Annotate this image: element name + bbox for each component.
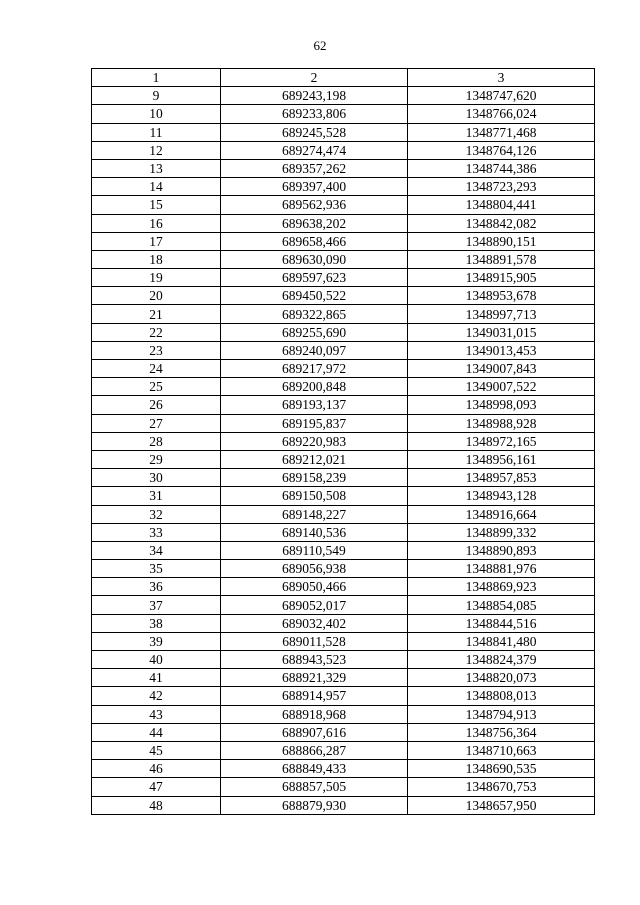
point-number-cell: 10 [92,105,221,123]
table-row [92,159,595,177]
point-number-cell: 31 [92,487,221,505]
table-row [92,269,595,287]
coordinates-table [91,68,595,815]
x-coordinate-cell: 688866,287 [221,741,408,759]
table-row [92,87,595,105]
x-coordinate-cell: 688918,968 [221,705,408,723]
x-coordinate-cell: 689562,936 [221,196,408,214]
point-number-cell: 15 [92,196,221,214]
table-row [92,523,595,541]
x-coordinate-cell: 689032,402 [221,614,408,632]
point-number-cell: 40 [92,651,221,669]
point-number-cell: 18 [92,250,221,268]
y-coordinate-cell: 1349007,522 [408,378,595,396]
y-coordinate-cell: 1348998,093 [408,396,595,414]
table-row [92,141,595,159]
x-coordinate-cell: 689158,239 [221,469,408,487]
point-number-cell: 43 [92,705,221,723]
point-number-cell: 17 [92,232,221,250]
y-coordinate-cell: 1348953,678 [408,287,595,305]
x-coordinate-cell: 689322,865 [221,305,408,323]
y-coordinate-cell: 1348890,151 [408,232,595,250]
table-row [92,450,595,468]
y-coordinate-cell: 1348891,578 [408,250,595,268]
x-coordinate-cell: 689150,508 [221,487,408,505]
page-number: 62 [313,38,327,53]
x-coordinate-cell: 689638,202 [221,214,408,232]
point-number-cell: 29 [92,450,221,468]
table-row [92,123,595,141]
table-row [92,360,595,378]
table-row [92,723,595,741]
table-row [92,614,595,632]
table-row [92,760,595,778]
point-number-cell: 42 [92,687,221,705]
point-number-cell: 41 [92,669,221,687]
header-cell-3: 3 [408,69,595,87]
x-coordinate-cell: 688943,523 [221,651,408,669]
y-coordinate-cell: 1348899,332 [408,523,595,541]
table-row [92,560,595,578]
x-coordinate-cell: 689274,474 [221,141,408,159]
x-coordinate-cell: 688879,930 [221,796,408,814]
y-coordinate-cell: 1348690,535 [408,760,595,778]
table-row [92,378,595,396]
table-row [92,578,595,596]
point-number-cell: 20 [92,287,221,305]
table-row [92,505,595,523]
table-row [92,323,595,341]
y-coordinate-cell: 1348808,013 [408,687,595,705]
y-coordinate-cell: 1348804,441 [408,196,595,214]
y-coordinate-cell: 1348841,480 [408,632,595,650]
point-number-cell: 39 [92,632,221,650]
y-coordinate-cell: 1348997,713 [408,305,595,323]
x-coordinate-cell: 689050,466 [221,578,408,596]
header-row [92,69,595,87]
y-coordinate-cell: 1348988,928 [408,414,595,432]
y-coordinate-cell: 1348854,085 [408,596,595,614]
point-number-cell: 19 [92,269,221,287]
x-coordinate-cell: 689148,227 [221,505,408,523]
point-number-cell: 11 [92,123,221,141]
x-coordinate-cell: 689233,806 [221,105,408,123]
y-coordinate-cell: 1348747,620 [408,87,595,105]
y-coordinate-cell: 1348744,386 [408,159,595,177]
point-number-cell: 24 [92,360,221,378]
point-number-cell: 16 [92,214,221,232]
point-number-cell: 23 [92,341,221,359]
x-coordinate-cell: 689195,837 [221,414,408,432]
table-row [92,632,595,650]
y-coordinate-cell: 1348756,364 [408,723,595,741]
x-coordinate-cell: 688857,505 [221,778,408,796]
point-number-cell: 37 [92,596,221,614]
table-row [92,796,595,814]
y-coordinate-cell: 1348972,165 [408,432,595,450]
point-number-cell: 26 [92,396,221,414]
x-coordinate-cell: 688849,433 [221,760,408,778]
x-coordinate-cell: 689245,528 [221,123,408,141]
header-cell-1: 1 [92,69,221,87]
table-row [92,250,595,268]
point-number-cell: 47 [92,778,221,796]
x-coordinate-cell: 689056,938 [221,560,408,578]
y-coordinate-cell: 1348820,073 [408,669,595,687]
point-number-cell: 48 [92,796,221,814]
point-number-cell: 44 [92,723,221,741]
table-body [92,87,595,815]
y-coordinate-cell: 1348956,161 [408,450,595,468]
point-number-cell: 36 [92,578,221,596]
table-row [92,669,595,687]
y-coordinate-cell: 1348670,753 [408,778,595,796]
point-number-cell: 32 [92,505,221,523]
point-number-cell: 14 [92,178,221,196]
y-coordinate-cell: 1348890,893 [408,541,595,559]
x-coordinate-cell: 689193,137 [221,396,408,414]
table-row [92,396,595,414]
point-number-cell: 22 [92,323,221,341]
table-header [92,69,595,87]
table-row [92,196,595,214]
y-coordinate-cell: 1348869,923 [408,578,595,596]
table-row [92,687,595,705]
table-row [92,778,595,796]
y-coordinate-cell: 1348766,024 [408,105,595,123]
y-coordinate-cell: 1348824,379 [408,651,595,669]
y-coordinate-cell: 1348844,516 [408,614,595,632]
x-coordinate-cell: 689243,198 [221,87,408,105]
table-row [92,469,595,487]
x-coordinate-cell: 689397,400 [221,178,408,196]
table-row [92,287,595,305]
point-number-cell: 9 [92,87,221,105]
table-row [92,214,595,232]
x-coordinate-cell: 689630,090 [221,250,408,268]
y-coordinate-cell: 1348723,293 [408,178,595,196]
table-row [92,741,595,759]
table-row [92,305,595,323]
table-row [92,105,595,123]
y-coordinate-cell: 1348915,905 [408,269,595,287]
x-coordinate-cell: 689052,017 [221,596,408,614]
point-number-cell: 28 [92,432,221,450]
table-row [92,487,595,505]
y-coordinate-cell: 1348842,082 [408,214,595,232]
point-number-cell: 33 [92,523,221,541]
point-number-cell: 21 [92,305,221,323]
table-row [92,178,595,196]
table-row [92,651,595,669]
point-number-cell: 35 [92,560,221,578]
header-cell-2: 2 [221,69,408,87]
point-number-cell: 46 [92,760,221,778]
point-number-cell: 45 [92,741,221,759]
x-coordinate-cell: 689240,097 [221,341,408,359]
y-coordinate-cell: 1348771,468 [408,123,595,141]
y-coordinate-cell: 1348943,128 [408,487,595,505]
y-coordinate-cell: 1348710,663 [408,741,595,759]
y-coordinate-cell: 1349031,015 [408,323,595,341]
x-coordinate-cell: 689011,528 [221,632,408,650]
x-coordinate-cell: 689220,983 [221,432,408,450]
point-number-cell: 27 [92,414,221,432]
table-row [92,341,595,359]
point-number-cell: 38 [92,614,221,632]
point-number-cell: 25 [92,378,221,396]
x-coordinate-cell: 689357,262 [221,159,408,177]
point-number-cell: 34 [92,541,221,559]
table-row [92,414,595,432]
y-coordinate-cell: 1349013,453 [408,341,595,359]
y-coordinate-cell: 1348794,913 [408,705,595,723]
point-number-cell: 30 [92,469,221,487]
x-coordinate-cell: 688914,957 [221,687,408,705]
x-coordinate-cell: 689450,522 [221,287,408,305]
y-coordinate-cell: 1348881,976 [408,560,595,578]
table-row [92,432,595,450]
point-number-cell: 12 [92,141,221,159]
x-coordinate-cell: 689658,466 [221,232,408,250]
table-row [92,705,595,723]
table-row [92,541,595,559]
x-coordinate-cell: 688907,616 [221,723,408,741]
y-coordinate-cell: 1348764,126 [408,141,595,159]
table-row [92,596,595,614]
y-coordinate-cell: 1349007,843 [408,360,595,378]
x-coordinate-cell: 689597,623 [221,269,408,287]
y-coordinate-cell: 1348916,664 [408,505,595,523]
y-coordinate-cell: 1348957,853 [408,469,595,487]
y-coordinate-cell: 1348657,950 [408,796,595,814]
x-coordinate-cell: 689110,549 [221,541,408,559]
x-coordinate-cell: 688921,329 [221,669,408,687]
point-number-cell: 13 [92,159,221,177]
x-coordinate-cell: 689255,690 [221,323,408,341]
table-row [92,232,595,250]
x-coordinate-cell: 689200,848 [221,378,408,396]
x-coordinate-cell: 689212,021 [221,450,408,468]
x-coordinate-cell: 689140,536 [221,523,408,541]
x-coordinate-cell: 689217,972 [221,360,408,378]
